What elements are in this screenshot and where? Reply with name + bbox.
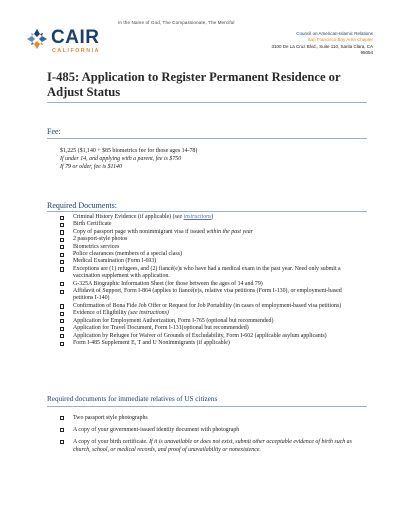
fee-divider bbox=[47, 138, 367, 139]
immediate-divider bbox=[47, 406, 367, 407]
checkbox[interactable] bbox=[60, 216, 64, 220]
list-item: A copy of your government-issued identity document with photograph bbox=[60, 426, 360, 434]
title-divider bbox=[47, 102, 367, 103]
immediate-relatives-list bbox=[60, 414, 360, 458]
checkbox[interactable] bbox=[60, 334, 64, 338]
page-title: I-485: Application to Register Permanent Residence or Adjust Status bbox=[47, 70, 341, 99]
checkbox[interactable] bbox=[60, 282, 64, 286]
required-docs-heading: Required Documents: bbox=[47, 201, 117, 210]
logo-emblem-icon bbox=[26, 28, 48, 50]
list-item: Police clearances (members of a special class) bbox=[60, 251, 360, 258]
list-item: Two passport style photographs bbox=[60, 414, 360, 422]
checkbox[interactable] bbox=[60, 223, 64, 227]
list-item: Biometrics services bbox=[60, 244, 360, 251]
org-address bbox=[272, 31, 373, 56]
list-item: A copy of your birth certificate. If it is unavailable or does not exist, submit other acceptable evidence of birth such as church, school, or medical records, and proof of unavailability or nonexistence. bbox=[60, 438, 360, 454]
list-item: Application for Employment Authorization, Form I-765 (optional but recommended) bbox=[60, 318, 360, 325]
fee-over79: If 79 or older, fee is $1140 bbox=[60, 164, 122, 170]
fee-under14: If under 14, and applying with a parent, fee is $750 bbox=[60, 156, 182, 162]
fee-line: $1,225 ($1,140 + $85 biometrics fee for those ages 14-78) bbox=[60, 148, 198, 154]
required-divider bbox=[47, 211, 367, 212]
required-docs-list bbox=[60, 214, 360, 347]
checkbox[interactable] bbox=[60, 260, 64, 264]
cair-logo bbox=[26, 26, 106, 58]
top-tagline: In the Name of God, The Compassionate, The Merciful bbox=[118, 20, 235, 25]
list-item: Exceptions are (1) refugees, and (2) fiancé(e)s who have had a medical exam in the past year. Need only submit a vaccination supplement with application. bbox=[60, 266, 360, 281]
checkbox[interactable] bbox=[60, 253, 64, 257]
checkbox[interactable] bbox=[60, 342, 64, 346]
list-item: G-325A Biographic Information Sheet (for those between the ages of 14 and 79) bbox=[60, 281, 360, 288]
checkbox[interactable] bbox=[60, 267, 64, 271]
checkbox[interactable] bbox=[60, 428, 64, 432]
logo-wordmark: CAIR bbox=[51, 27, 100, 48]
checkbox[interactable] bbox=[60, 238, 64, 242]
list-item: Copy of passport page with nonimmigrant visa if issued within the past year bbox=[60, 229, 360, 236]
org-chapter: San Francisco Bay Area Chapter bbox=[307, 37, 373, 43]
list-item: Birth Certificate bbox=[60, 221, 360, 228]
checkbox[interactable] bbox=[60, 416, 64, 420]
list-item: Criminal History Evidence (if applicable) (see instructions) bbox=[60, 214, 360, 221]
list-item: Medical Examination (Form I-693) bbox=[60, 258, 360, 265]
org-street: 3100 De La Cruz Blvd., Suite 110, Santa Clara, CA bbox=[271, 43, 373, 49]
list-item: Application by Refugee for Waiver of Grounds of Excludability, Form I-602 (applicable asylum applicants) bbox=[60, 333, 360, 340]
list-item: Confirmation of Bona Fide Job Offer or Request for Job Portability (in cases of employment-based visa petitions) bbox=[60, 303, 360, 310]
list-item: Evidence of Eligibility (see instructions) bbox=[60, 310, 360, 317]
fee-heading: Fee: bbox=[47, 127, 61, 136]
org-name: Council on American-Islamic Relations bbox=[296, 31, 373, 36]
checkbox[interactable] bbox=[60, 327, 64, 331]
checkbox[interactable] bbox=[60, 230, 64, 234]
checkbox[interactable] bbox=[60, 440, 64, 444]
list-item: Application for Travel Document, Form I-131(optional but recommended) bbox=[60, 325, 360, 332]
list-item: Form I-485 Supplement E, T and U Nonimmigrants (if applicable) bbox=[60, 340, 360, 347]
checkbox[interactable] bbox=[60, 319, 64, 323]
org-zip: 95054 bbox=[360, 49, 373, 55]
checkbox[interactable] bbox=[60, 290, 64, 294]
immediate-relatives-heading: Required documents for immediate relatives of US citizens bbox=[47, 395, 218, 403]
list-item: 2 passport-style photos bbox=[60, 236, 360, 243]
fee-block bbox=[60, 147, 197, 171]
list-item: Affidavit of Support, Form I-864 (applies to fiancé(e)s, relative visa petitions (Form I-130), or employment-based petitions I-140) bbox=[60, 288, 360, 303]
checkbox[interactable] bbox=[60, 304, 64, 308]
checkbox[interactable] bbox=[60, 245, 64, 249]
checkbox[interactable] bbox=[60, 312, 64, 316]
instructions-link[interactable]: instructions bbox=[183, 214, 212, 220]
logo-subtitle: CALIFORNIA bbox=[52, 48, 100, 54]
